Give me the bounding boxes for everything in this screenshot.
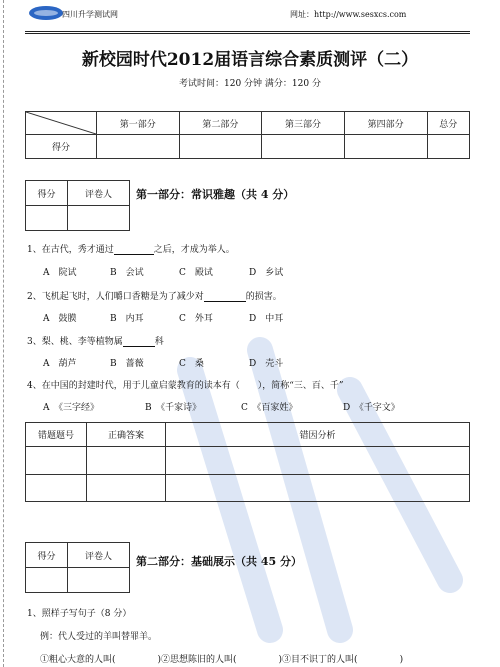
question-3: 3、梨、桃、李等植物属 科: [27, 337, 164, 347]
score-header-total: 总分: [427, 112, 470, 135]
q4-option-b: B 《千家诗》: [145, 403, 202, 413]
site-name: 四川升学测试网: [62, 10, 118, 19]
error-cell: [166, 475, 470, 502]
q1-option-d: D 乡试: [249, 268, 284, 278]
q3-option-b: B 蔷薇: [110, 359, 144, 369]
score-cell: [262, 135, 345, 159]
q4-option-a: A 《三字经》: [43, 403, 99, 413]
error-header-analysis: 错因分析: [166, 423, 470, 447]
question-2: 2、飞机起飞时，人们嚼口香糖是为了减少对 的损害。: [27, 292, 282, 302]
score-cell: [97, 135, 180, 159]
q1-option-a: A 院试: [43, 268, 77, 278]
grader-label: 评卷人: [68, 543, 130, 568]
score-cell: [344, 135, 427, 159]
site-logo-icon: [28, 4, 64, 22]
q3-option-a: A 葫芦: [43, 359, 77, 369]
grader-score-cell: [26, 568, 68, 593]
binding-margin-line: [3, 0, 4, 667]
score-cell: [179, 135, 262, 159]
q3-option-d: D 壳斗: [249, 359, 284, 369]
grader-score-label: 得分: [26, 543, 68, 568]
q1-option-b: B 会试: [110, 268, 144, 278]
grader-score-cell: [26, 206, 68, 231]
grader-cell: [68, 568, 130, 593]
grader-box-part1: [25, 180, 130, 231]
q2-option-a: A 鼓膜: [43, 314, 77, 324]
score-cell: [427, 135, 470, 159]
score-row-label: 得分: [26, 135, 97, 159]
error-cell: [166, 447, 470, 475]
site-url: 网址：http://www.sesxcs.com: [290, 10, 407, 19]
error-cell: [26, 475, 87, 502]
score-header-part2: 第二部分: [179, 112, 262, 135]
exam-subtitle: 考试时间：120 分钟 满分：120 分: [179, 79, 321, 89]
q2-option-c: C 外耳: [179, 314, 213, 324]
error-cell: [26, 447, 87, 475]
diagonal-header-cell: [26, 112, 97, 135]
q1-option-c: C 殿试: [179, 268, 213, 278]
part2-items: ①粗心大意的人叫( )②思想陈旧的人叫( )③目不识丁的人叫( ): [40, 655, 404, 665]
error-header-number: 错题题号: [26, 423, 87, 447]
exam-title: 新校园时代2012届语言综合素质测评（二）: [81, 50, 419, 70]
q3-option-c: C 桑: [179, 359, 204, 369]
score-header-part1: 第一部分: [97, 112, 180, 135]
error-analysis-table: [25, 422, 470, 502]
error-cell: [87, 475, 166, 502]
part1-title: 第一部分：常识雅趣（共 4 分）: [136, 188, 295, 201]
score-table: [25, 111, 470, 159]
grader-score-label: 得分: [26, 181, 68, 206]
part2-example: 例：代人受过的羊叫替罪羊。: [40, 632, 158, 642]
score-header-part3: 第三部分: [262, 112, 345, 135]
grader-box-part2: [25, 542, 130, 593]
error-header-answer: 正确答案: [87, 423, 166, 447]
question-4: 4、在中国的封建时代，用于儿童启蒙教育的读本有（ ），简称“三、百、千”: [27, 381, 344, 391]
header-rule-2: [25, 33, 470, 34]
question-1: 1、在古代，秀才通过 之后，才成为举人。: [27, 245, 235, 255]
q4-option-d: D 《千字文》: [343, 403, 400, 413]
part2-question-1: 1、照样子写句子（8 分）: [27, 609, 132, 619]
grader-label: 评卷人: [68, 181, 130, 206]
part2-title: 第二部分：基础展示（共 45 分）: [136, 555, 302, 568]
q2-option-d: D 中耳: [249, 314, 284, 324]
error-cell: [87, 447, 166, 475]
q2-option-b: B 内耳: [110, 314, 144, 324]
score-header-part4: 第四部分: [344, 112, 427, 135]
q4-option-c: C 《百家姓》: [241, 403, 298, 413]
header-rule: [25, 31, 470, 32]
grader-cell: [68, 206, 130, 231]
